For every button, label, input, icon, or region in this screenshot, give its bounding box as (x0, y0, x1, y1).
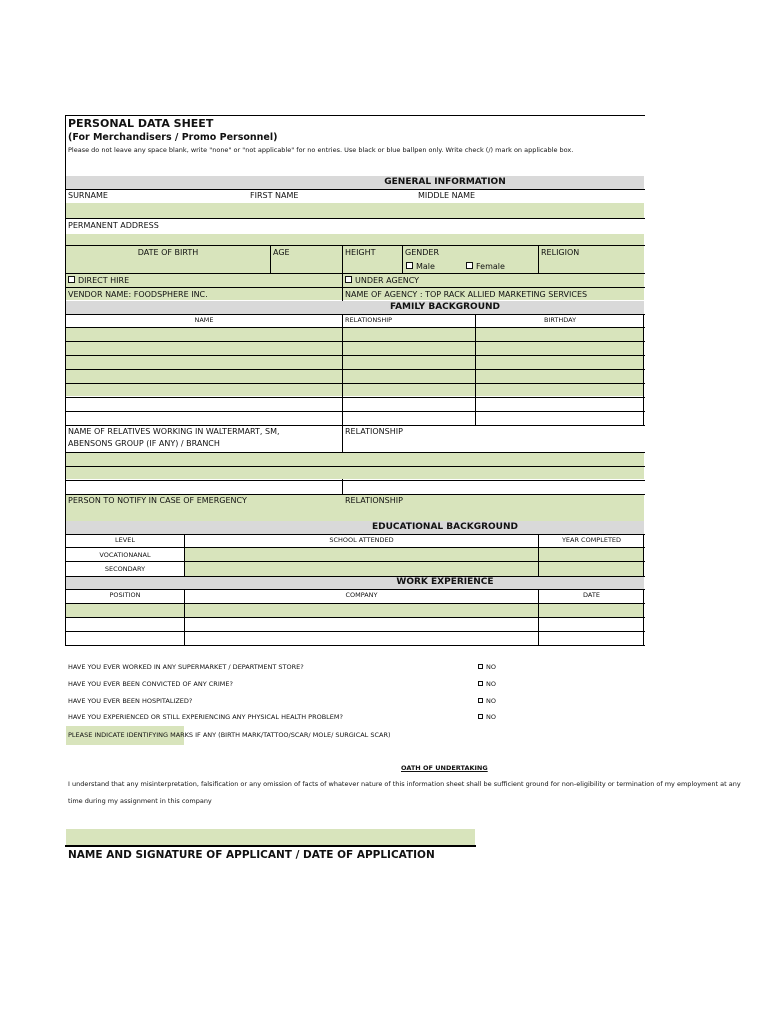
family-background-header: FAMILY BACKGROUND (389, 302, 501, 312)
direct-hire-label: DIRECT HIRE (78, 276, 130, 285)
relatives-relationship-label: RELATIONSHIP (345, 427, 403, 436)
answer-health[interactable] (478, 713, 496, 721)
work-experience-header: WORK EXPERIENCE (396, 577, 494, 587)
emergency-contact-label: PERSON TO NOTIFY IN CASE OF EMERGENCY (68, 496, 247, 505)
female-label: Female (476, 262, 505, 271)
page-title: PERSONAL DATA SHEET (68, 117, 214, 130)
family-relationship-column: RELATIONSHIP (345, 316, 393, 324)
signature-field[interactable] (66, 829, 475, 845)
emergency-relationship-label: RELATIONSHIP (345, 496, 403, 505)
education-school-column: SCHOOL ATTENDED (329, 536, 394, 544)
page-subtitle: (For Merchandisers / Promo Personnel) (68, 132, 278, 143)
gender-label: GENDER (405, 248, 440, 257)
male-checkbox-icon[interactable] (406, 262, 413, 269)
no-checkbox-icon[interactable] (478, 714, 483, 719)
male-label: Male (416, 262, 435, 271)
work-date-column: DATE (583, 591, 600, 599)
family-birthday-column: BIRTHDAY (543, 316, 577, 324)
work-position-column: POSITION (109, 591, 141, 599)
education-level-vocational: VOCATIONANAL (99, 551, 151, 559)
name-input-row[interactable] (66, 203, 644, 218)
answer-hospitalized[interactable] (478, 697, 496, 705)
no-checkbox-icon[interactable] (478, 681, 483, 686)
relatives-label-line2: ABENSONS GROUP (IF ANY) / BRANCH (68, 439, 220, 448)
female-option[interactable] (466, 262, 505, 272)
surname-label: SURNAME (68, 191, 108, 200)
oath-title: OATH OF UNDERTAKING (401, 764, 488, 772)
answer-label: NO (486, 697, 496, 705)
signature-label: NAME AND SIGNATURE OF APPLICANT / DATE OF APPLICATION (68, 849, 435, 861)
education-year-column: YEAR COMPLETED (561, 536, 622, 544)
female-checkbox-icon[interactable] (466, 262, 473, 269)
answer-supermarket[interactable] (478, 663, 496, 671)
address-input-row[interactable] (66, 234, 644, 245)
under-agency-label: UNDER AGENCY (355, 276, 420, 285)
agency-name-label: NAME OF AGENCY : TOP RACK ALLIED MARKETING SERVICES (345, 290, 588, 299)
family-name-column: NAME (194, 316, 214, 324)
height-label: HEIGHT (345, 248, 376, 257)
middle-name-label: MIDDLE NAME (418, 191, 476, 200)
education-level-column: LEVEL (115, 536, 135, 544)
under-agency-checkbox-icon[interactable] (345, 276, 352, 283)
answer-crime[interactable] (478, 680, 496, 688)
relatives-label-line1: NAME OF RELATIVES WORKING IN WALTERMART, SM, (68, 427, 280, 436)
oath-text-line2: time during my assignment in this company (68, 797, 212, 805)
general-information-header: GENERAL INFORMATION (384, 177, 506, 187)
date-of-birth-label: DATE OF BIRTH (137, 248, 199, 257)
male-option[interactable] (406, 262, 435, 272)
question-hospitalized: HAVE YOU EVER BEEN HOSPITALIZED? (68, 697, 193, 705)
age-label: AGE (273, 248, 290, 257)
oath-text-line1: I understand that any misinterpretation, falsification or any omission of facts of whatever nature of this information sheet shall be sufficient ground for non-eligibility or termination of my employment at any (68, 780, 741, 788)
answer-label: NO (486, 680, 496, 688)
education-level-secondary: SECONDARY (104, 565, 146, 573)
work-company-column: COMPANY (345, 591, 378, 599)
question-crime: HAVE YOU EVER BEEN CONVICTED OF ANY CRIME? (68, 680, 233, 688)
first-name-label: FIRST NAME (250, 191, 299, 200)
direct-hire-checkbox-icon[interactable] (68, 276, 75, 283)
answer-label: NO (486, 713, 496, 721)
identifying-marks-label: PLEASE INDICATE IDENTIFYING MARKS IF ANY (BIRTH MARK/TATTOO/SCAR/ MOLE/ SURGICAL SCAR) (68, 731, 391, 739)
religion-label: RELIGION (541, 248, 580, 257)
under-agency-option[interactable] (345, 276, 419, 286)
no-checkbox-icon[interactable] (478, 664, 483, 669)
instructions-text: Please do not leave any space blank, write "none" or "not applicable" for no entries. Use black or blue ballpen only. Write check (/) mark on applicable box. (68, 146, 574, 154)
direct-hire-option[interactable] (68, 276, 129, 286)
vendor-name-label: VENDOR NAME: FOODSPHERE INC. (68, 290, 208, 299)
work-input-row[interactable] (66, 604, 644, 617)
educational-background-header: EDUCATIONAL BACKGROUND (372, 522, 518, 532)
question-supermarket: HAVE YOU EVER WORKED IN ANY SUPERMARKET / DEPARTMENT STORE? (68, 663, 304, 671)
permanent-address-label: PERMANENT ADDRESS (68, 221, 159, 230)
no-checkbox-icon[interactable] (478, 698, 483, 703)
answer-label: NO (486, 663, 496, 671)
question-health: HAVE YOU EXPERIENCED OR STILL EXPERIENCING ANY PHYSICAL HEALTH PROBLEM? (68, 713, 343, 721)
